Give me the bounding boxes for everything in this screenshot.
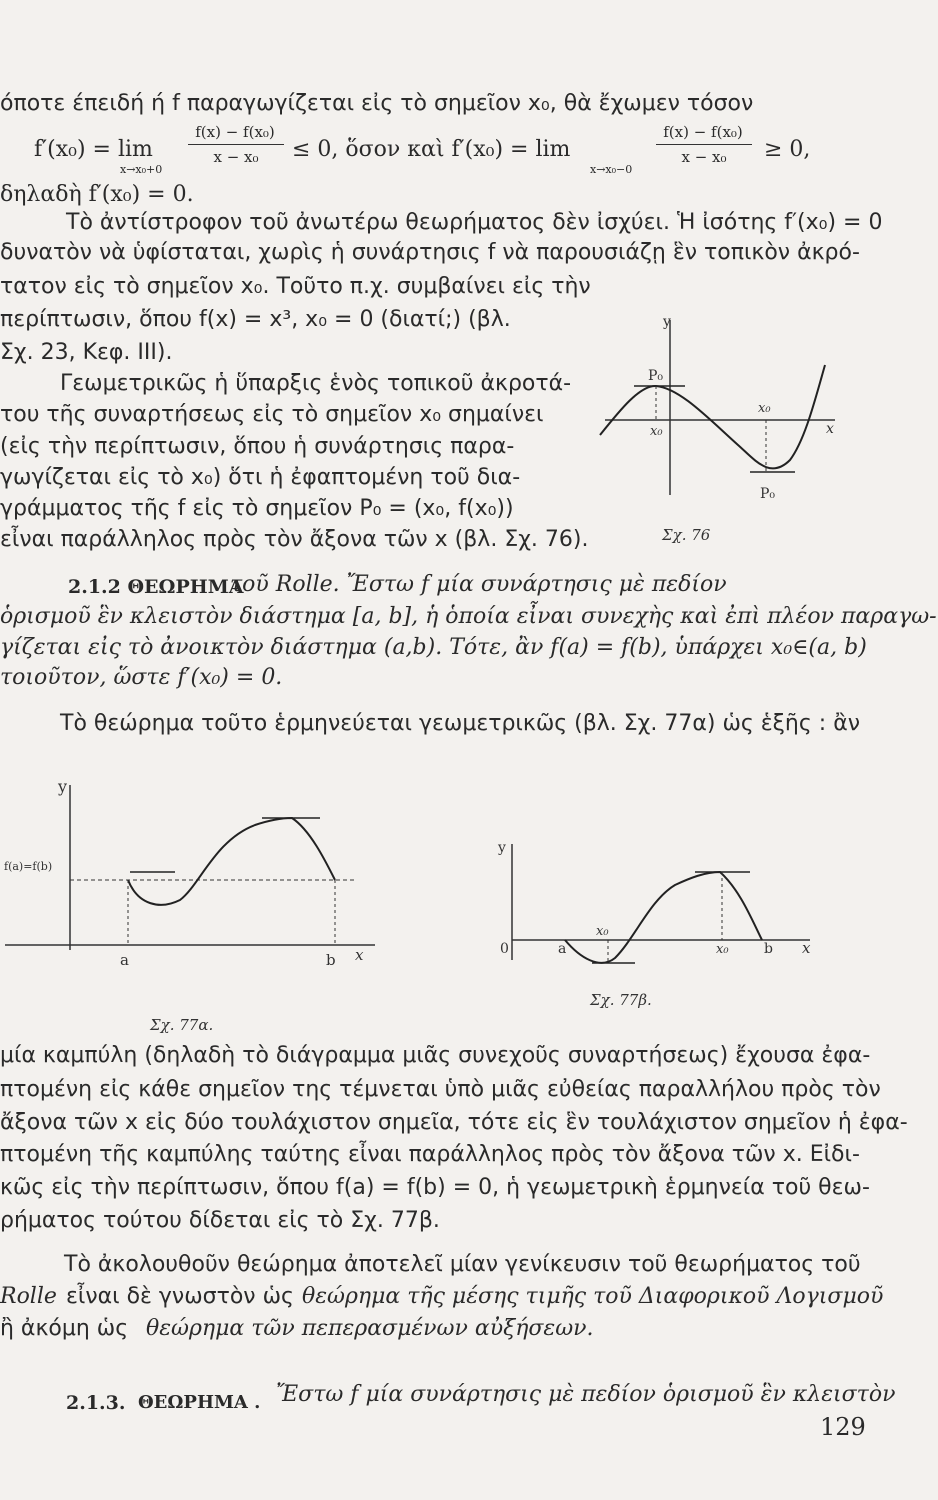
text-line: όποτε έπειδή ή f παραγωγίζεται εἰς τὸ σημεῖον x₀, θὰ ἔχωμεν τόσον [0,91,754,116]
theorem-heading: ΘΕΩΡΗΜΑ . [138,1392,261,1413]
limit-subscript: x→x₀−0 [590,163,633,176]
theorem-number: 2.1.3. [66,1392,126,1414]
curve [565,872,762,963]
formula-end: ≥ 0, [764,137,811,162]
x0-label: x₀ [650,424,663,439]
text-line: γωγίζεται εἰς τὸ x₀) ὅτι ἡ ἐφαπτομένη τοῦ δια- [0,465,521,490]
text-line: δυνατὸν νὰ ὑφίσταται, χωρὶς ἡ συνάρτησις f νὰ παρουσιάζῃ ἓν τοπικὸν ἀκρό- [0,240,860,265]
a-label: a [558,941,567,957]
text-line: Τὸ θεώρημα τοῦτο ἑρμηνεύεται γεωμετρικῶς (βλ. Σχ. 77α) ὡς ἑξῆς : ἂν [60,711,860,736]
theorem-number: 2.1.2 ΘΕΩΡΗΜΑ [68,576,244,598]
figure-caption: Σχ. 76 [662,526,711,544]
text-line: εἶναι δὲ γνωστὸν ὡς [66,1284,294,1309]
b-label: b [764,941,773,957]
fraction-bar [188,144,284,145]
text-line: εἶναι παράλληλος πρὸς τὸν ἄξονα τῶν x (βλ. Σχ. 76). [0,527,589,552]
theorem-statement: ὁρισμοῦ ἓν κλειστὸν διάστημα [a, b], ἡ ὁποία εἶναι συνεχὴς καὶ ἐπὶ πλέον παραγω- [0,604,937,629]
text-emphasis: θεώρημα τῆς μέσης τιμῆς τοῦ Διαφορικοῦ Λογισμοῦ [302,1284,884,1309]
text-line: Σχ. 23, Κεφ. III). [0,340,173,365]
theorem-statement: τοιοῦτον, ὥστε f′(x₀) = 0. [0,665,283,690]
text-line: πτομένη εἰς κάθε σημεῖον της τέμνεται ὑπὸ μιᾶς εὐθείας παραλλήλου πρὸς τὸν [0,1077,881,1102]
fraction-numerator: f(x) − f(x₀) [195,123,275,141]
figure-77a [0,770,400,1035]
y-axis-label: y [498,840,506,856]
text-line: ρήματος τούτου δίδεται εἰς τὸ Σχ. 77β. [0,1208,440,1233]
text-line: του τῆς συναρτήσεως εἰς τὸ σημεῖον x₀ σημαίνει [0,402,544,427]
fraction-numerator: f(x) − f(x₀) [663,123,743,141]
x-axis-label: x [826,421,834,437]
text-line: τατον εἰς τὸ σημεῖον x₀. Τοῦτο π.χ. συμβαίνει εἰς τὴν [0,274,591,299]
curve [128,818,335,905]
theorem-statement: Ἔστω f μία συνάρτησις μὲ πεδίον ὁρισμοῦ ἓν κλειστὸν [276,1382,896,1407]
y-axis-label: y [663,314,671,330]
text-line: πτομένη τῆς καμπύλης ταύτης εἶναι παράλληλος πρὸς τὸν ἄξονα τῶν x. Εἰδι- [0,1142,860,1167]
formula-lim-left: ≤ 0, ὅσον καὶ f′(x₀) = lim [292,137,571,162]
x0-label: x₀ [758,401,771,416]
text-line: Τὸ ἀντίστροφον τοῦ ἀνωτέρω θεωρήματος δὲν ἰσχύει. Ἡ ἰσότης f′(x₀) = 0 [66,210,883,235]
text-line: περίπτωσιν, ὅπου f(x) = x³, x₀ = 0 (διατί;) (βλ. [0,307,511,332]
text-emphasis: θεώρημα τῶν πεπερασμένων αὐξήσεων. [146,1316,594,1341]
text-line: μία καμπύλη (δηλαδὴ τὸ διάγραμμα μιᾶς συνεχοῦς συναρτήσεως) ἔχουσα ἐφα- [0,1043,871,1068]
curve [600,365,825,468]
limit-subscript: x→x₀+0 [120,163,163,176]
text-line: Τὸ ἀκολουθοῦν θεώρημα ἀποτελεῖ μίαν γενίκευσιν τοῦ θεωρήματος τοῦ [64,1252,861,1277]
text-line: (εἰς τὴν περίπτωσιν, ὅπου ἡ συνάρτησις παρα- [0,434,515,459]
figure-77b [490,830,830,1020]
fa-equals-fb-label: f(a)=f(b) [4,860,53,873]
b-label: b [326,951,336,969]
fraction-denominator: x − x₀ [681,148,727,166]
figure-caption: Σχ. 77β. [590,991,652,1009]
x0-label: x₀ [716,942,729,957]
theorem-statement: τοῦ Rolle. Ἔστω f μία συνάρτησις μὲ πεδίον [230,572,727,597]
text-line: Γεωμετρικῶς ἡ ὕπαρξις ἑνὸς τοπικοῦ ἀκροτά- [60,371,572,396]
theorem-statement: γίζεται εἰς τὸ ἀνοικτὸν διάστημα (a,b). Τότε, ἂν f(a) = f(b), ὑπάρχει x₀∈(a, b) [0,635,867,660]
a-label: a [120,951,129,969]
fraction-bar [656,144,752,145]
fraction-denominator: x − x₀ [213,148,259,166]
figure-caption: Σχ. 77α. [150,1016,214,1034]
x-axis-label: x [355,946,364,964]
figure-76 [590,310,850,545]
text-line: γράμματος τῆς f εἰς τὸ σημεῖον P₀ = (x₀, f(x₀)) [0,496,514,521]
text-line: ἢ ἀκόμη ὡς [0,1316,129,1341]
point-label: P₀ [648,368,664,384]
y-axis-label: y [58,777,68,796]
text-line: ἄξονα τῶν x εἰς δύο τουλάχιστον σημεῖα, τότε εἰς ἓν τουλάχιστον σημεῖον ἡ ἐφα- [0,1110,908,1135]
formula-lim-right: f′(x₀) = lim [34,137,153,162]
text-line: κῶς εἰς τὴν περίπτωσιν, ὅπου f(a) = f(b) = 0, ἡ γεωμετρικὴ ἑρμηνεία τοῦ θεω- [0,1175,870,1200]
origin-label: 0 [500,941,509,957]
x-axis-label: x [802,939,811,957]
page-number: 129 [820,1413,866,1441]
text-name-rolle: Rolle [0,1284,57,1309]
x0-label: x₀ [596,924,609,939]
point-label: P₀ [760,486,776,502]
text-line: δηλαδὴ f′(x₀) = 0. [0,182,194,207]
